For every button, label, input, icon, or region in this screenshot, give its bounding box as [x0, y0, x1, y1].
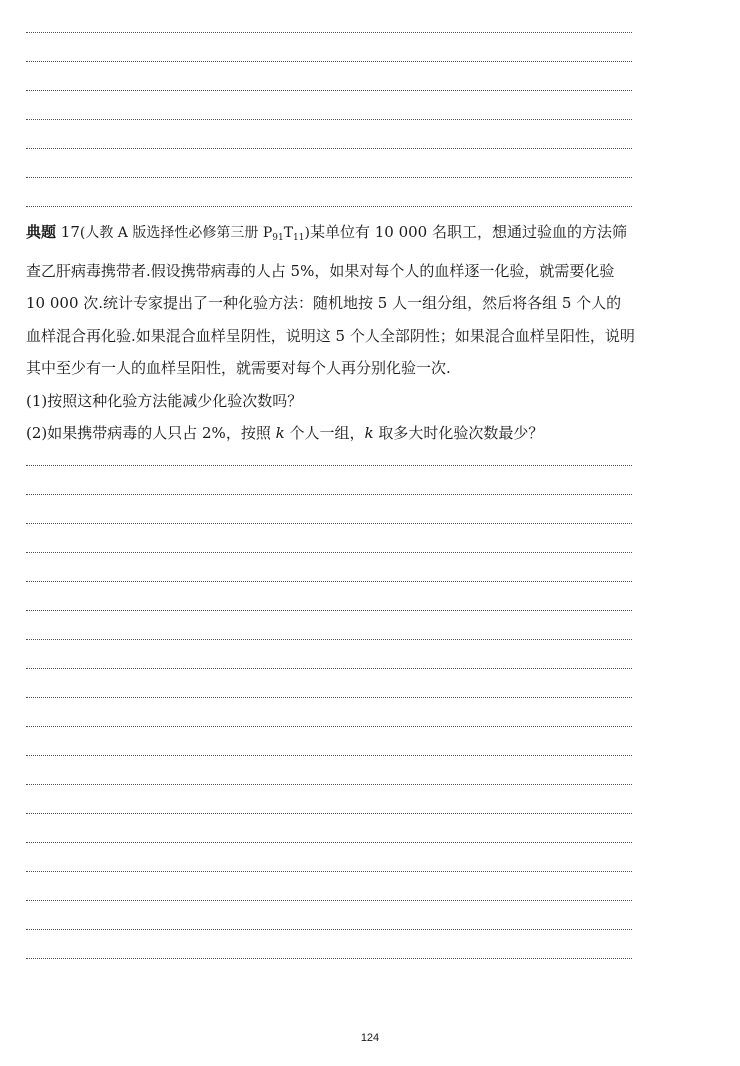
problem-text: 某单位有 10 000 名职工，想通过验血的方法筛查乙肝病毒携带者.假设携带病毒的人占 5%，如果对每个人的血样逐一化验，就需要化验 10 000 次.统计专家提出了一种化验方法：随机地按 5 人一组分组，然后将各组 5 个人的血样混合再化验.如果混合血样呈阴性，说明这 5 个人全部阴性；如果混合血样呈阳性，说明其中至少有一人的血样呈阳性，就需要对每个人再分别化验一次.: [26, 223, 635, 377]
answer-line: [26, 581, 632, 582]
answer-line: [26, 494, 632, 495]
answer-line: [26, 842, 632, 843]
answer-line: [26, 177, 632, 178]
source-page-sub: 91: [272, 233, 284, 243]
question-2: [26, 417, 636, 450]
answer-line: [26, 119, 632, 120]
answer-line: [26, 813, 632, 814]
page-number: 124: [360, 1032, 380, 1044]
answer-line: [26, 206, 632, 207]
answer-line: [26, 958, 632, 959]
source-item-sub: 11: [293, 233, 305, 243]
answer-line: [26, 697, 632, 698]
source-mid: T: [283, 225, 294, 241]
answer-line: [26, 726, 632, 727]
answer-line: [26, 639, 632, 640]
answer-line: [26, 755, 632, 756]
variable-k: k: [364, 424, 374, 442]
problem-source: [80, 225, 310, 241]
source-open: (人教 A 版选择性必修第三册 P: [79, 225, 273, 241]
answer-line: [26, 784, 632, 785]
question-1: (1)按照这种化验方法能减少化验次数吗？: [26, 391, 303, 410]
answer-line: [26, 465, 632, 466]
problem-block: [26, 216, 636, 450]
answer-line: [26, 610, 632, 611]
problem-number: 17: [60, 223, 80, 241]
source-close: ): [304, 225, 310, 241]
answer-line: [26, 148, 632, 149]
answer-line: [26, 523, 632, 524]
answer-line: [26, 32, 632, 33]
answer-line: [26, 552, 632, 553]
answer-line: [26, 929, 632, 930]
answer-line: [26, 871, 632, 872]
problem-statement: [26, 216, 636, 385]
answer-line: [26, 668, 632, 669]
answer-line: [26, 900, 632, 901]
question-2-part: 取多大时化验次数最少？: [373, 424, 544, 442]
question-2-part: 个人一组，: [284, 424, 365, 442]
answer-line: [26, 90, 632, 91]
variable-k: k: [275, 424, 285, 442]
answer-line: [26, 61, 632, 62]
question-2-part: (2)如果携带病毒的人只占 2%，按照: [26, 424, 276, 442]
problem-label: 典题: [26, 223, 57, 241]
